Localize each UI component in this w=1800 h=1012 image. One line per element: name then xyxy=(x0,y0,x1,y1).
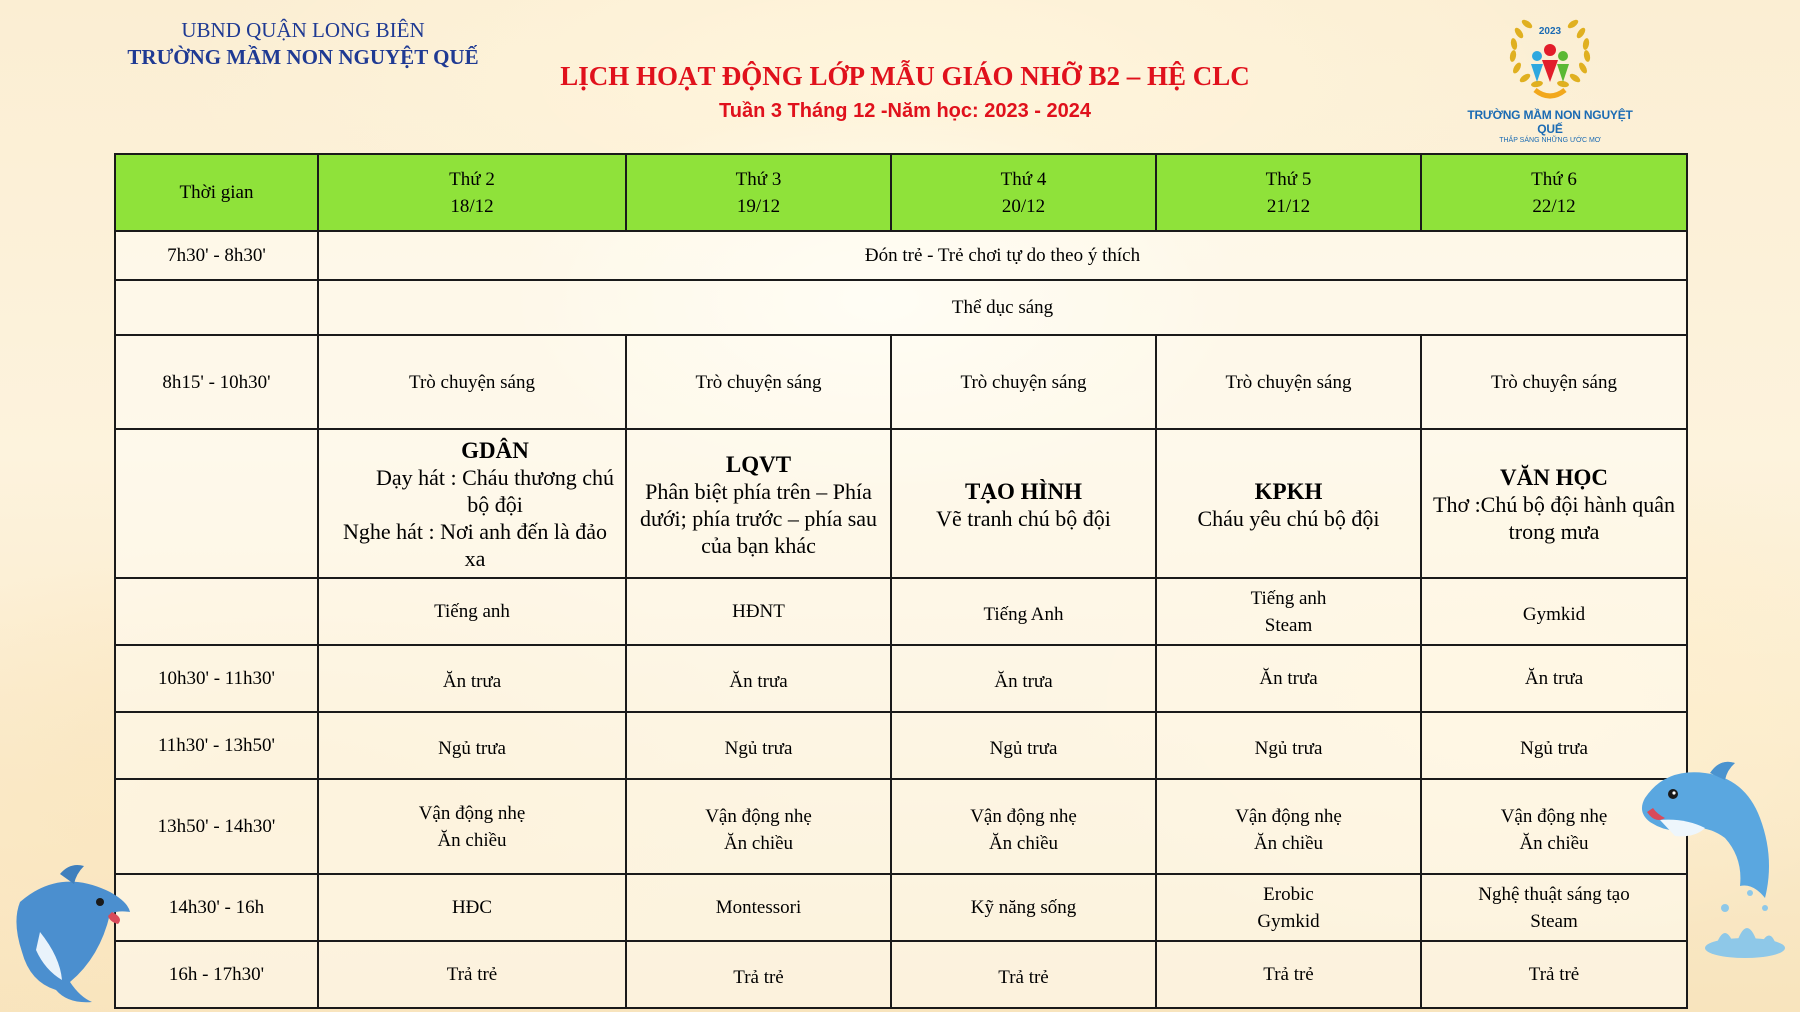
lesson-cell xyxy=(891,429,1156,578)
dolphin-left-icon xyxy=(0,862,140,1007)
activity-cell: Trả trẻ xyxy=(1156,941,1421,1008)
activity-cell: Ngủ trưa xyxy=(318,712,626,779)
activity-cell: Trò chuyện sáng xyxy=(626,335,891,429)
time-cell: 16h - 17h30' xyxy=(115,941,318,1008)
activity-cell: Ngủ trưa xyxy=(626,712,891,779)
time-cell xyxy=(115,429,318,578)
table-header-row xyxy=(115,154,1687,231)
activity-cell xyxy=(318,874,626,941)
activity-cell: Trả trẻ xyxy=(318,941,626,1008)
day-name: Thứ 3 xyxy=(735,168,782,190)
activity-cell xyxy=(318,578,626,645)
activity-line: Tiếng anh xyxy=(1250,587,1327,609)
time-cell: 14h30' - 16h xyxy=(115,874,318,941)
page-subtitle: Tuần 3 Tháng 12 -Năm học: 2023 - 2024 xyxy=(719,100,1091,122)
activity-cell xyxy=(1156,874,1421,941)
day-header xyxy=(891,154,1156,231)
table-row xyxy=(115,941,1687,1008)
activity-line: Montessori xyxy=(715,897,802,918)
day-name: Thứ 6 xyxy=(1531,168,1577,190)
activity-cell: Trả trẻ xyxy=(1421,941,1687,1008)
activity-cell xyxy=(626,578,891,645)
lesson-detail: Vẽ tranh chú bộ đội xyxy=(936,505,1111,531)
table-row xyxy=(115,578,1687,645)
activity-line: Ăn chiều xyxy=(723,832,794,854)
lesson-detail: Thơ :Chú bộ đội hành quân trong mưa xyxy=(1433,492,1675,544)
time-cell: 8h15' - 10h30' xyxy=(115,335,318,429)
activity-cell xyxy=(891,874,1156,941)
time-cell xyxy=(115,578,318,645)
table-row xyxy=(115,280,1687,335)
activity-line: HĐNT xyxy=(732,601,785,622)
time-column-header: Thời gian xyxy=(115,154,318,231)
table-row xyxy=(115,335,1687,429)
schedule-title-block xyxy=(480,58,1330,126)
table-row xyxy=(115,712,1687,779)
table-row xyxy=(115,231,1687,280)
school-name: TRƯỜNG MẦM NON NGUYỆT QUẾ xyxy=(127,45,479,69)
day-date: 19/12 xyxy=(736,195,781,217)
activity-cell xyxy=(1421,578,1687,645)
lesson-subject: LQVT xyxy=(725,451,792,477)
time-cell: 13h50' - 14h30' xyxy=(115,779,318,874)
time-cell: 7h30' - 8h30' xyxy=(115,231,318,280)
activity-cell: Trò chuyện sáng xyxy=(318,335,626,429)
activity-cell: Ăn trưa xyxy=(1421,645,1687,712)
activity-line: Ăn chiều xyxy=(1519,832,1589,854)
activity-cell: Ăn trưa xyxy=(318,645,626,712)
lesson-detail: Nghe hát : Nơi anh đến là đảo xa xyxy=(343,519,607,571)
activity-cell xyxy=(1156,779,1421,874)
lesson-subject: VĂN HỌC xyxy=(1500,465,1608,490)
lesson-detail: Cháu yêu chú bộ đội xyxy=(1197,505,1380,531)
activity-cell xyxy=(626,779,891,874)
day-date: 22/12 xyxy=(1532,195,1576,217)
lesson-cell xyxy=(626,429,891,578)
table-row xyxy=(115,874,1687,941)
activity-cell: Trò chuyện sáng xyxy=(1421,335,1687,429)
lesson-subject: KPKH xyxy=(1254,478,1323,504)
lesson-cell xyxy=(1156,429,1421,578)
activity-cell: Trò chuyện sáng xyxy=(891,335,1156,429)
activity-cell: Đón trẻ - Trẻ chơi tự do theo ý thích xyxy=(318,231,1687,280)
activity-line: Nghệ thuật sáng tạo xyxy=(1478,883,1630,905)
lesson-subject: TẠO HÌNH xyxy=(965,478,1082,504)
activity-line: Ăn chiều xyxy=(1253,832,1324,854)
time-cell xyxy=(115,280,318,335)
day-header xyxy=(626,154,891,231)
district-name: UBND QUẬN LONG BIÊN xyxy=(181,18,425,42)
activity-cell xyxy=(1156,578,1421,645)
activity-line: Vận động nhẹ xyxy=(1500,805,1608,827)
laurel-logo-icon xyxy=(1495,10,1605,110)
activity-cell: Ăn trưa xyxy=(1156,645,1421,712)
activity-line: Tiếng anh xyxy=(434,601,510,622)
day-name: Thứ 4 xyxy=(1000,168,1047,190)
day-header xyxy=(318,154,626,231)
page-title: LỊCH HOẠT ĐỘNG LỚP MẪU GIÁO NHỠ B2 – HỆ CLC xyxy=(560,61,1250,91)
day-name: Thứ 2 xyxy=(449,168,495,190)
time-cell: 10h30' - 11h30' xyxy=(115,645,318,712)
logo-school-name: TRƯỜNG MẦM NON NGUYỆT QUẾ xyxy=(1467,108,1633,136)
activity-cell: Ngủ trưa xyxy=(891,712,1156,779)
logo-year: 2023 xyxy=(1538,26,1562,37)
lesson-cell xyxy=(318,429,626,578)
activity-line: Erobic xyxy=(1263,883,1314,905)
activity-cell: Thể dục sáng xyxy=(318,280,1687,335)
activity-cell xyxy=(891,779,1156,874)
lesson-detail: Dạy hát : Cháu thương chú bộ đội xyxy=(375,465,614,517)
activity-line: Ăn chiều xyxy=(437,829,507,851)
activity-line: Gymkid xyxy=(1257,910,1320,932)
table-row xyxy=(115,779,1687,874)
activity-cell xyxy=(318,779,626,874)
activity-cell: Trả trẻ xyxy=(626,941,891,1008)
dolphin-right-icon xyxy=(1625,758,1800,980)
day-date: 21/12 xyxy=(1266,195,1311,217)
activity-line: Kỹ năng sống xyxy=(970,897,1077,918)
time-cell: 11h30' - 13h50' xyxy=(115,712,318,779)
activity-cell xyxy=(891,578,1156,645)
logo-slogan: THẮP SÁNG NHỮNG ƯỚC MƠ xyxy=(1499,137,1601,144)
day-date: 20/12 xyxy=(1001,195,1046,217)
table-row xyxy=(115,645,1687,712)
day-name: Thứ 5 xyxy=(1265,168,1312,190)
day-date: 18/12 xyxy=(450,195,494,217)
activity-line: Gymkid xyxy=(1522,604,1586,625)
school-logo xyxy=(1455,10,1645,145)
activity-line: Tiếng Anh xyxy=(983,604,1064,625)
lesson-subject: GDÂN xyxy=(461,438,529,463)
activity-cell: Trò chuyện sáng xyxy=(1156,335,1421,429)
activity-cell: Ngủ trưa xyxy=(1421,712,1687,779)
activity-line: Steam xyxy=(1530,910,1578,932)
day-header xyxy=(1421,154,1687,231)
lesson-cell xyxy=(1421,429,1687,578)
activity-line: Steam xyxy=(1264,614,1313,636)
school-header xyxy=(108,17,498,71)
activity-cell: Ăn trưa xyxy=(626,645,891,712)
weekly-schedule-table xyxy=(114,153,1688,1009)
activity-line: Vận động nhẹ xyxy=(705,805,812,827)
activity-line: Ăn chiều xyxy=(988,832,1059,854)
activity-cell: Ăn trưa xyxy=(891,645,1156,712)
activity-cell xyxy=(626,874,891,941)
activity-cell: Trả trẻ xyxy=(891,941,1156,1008)
activity-line: Vận động nhẹ xyxy=(1235,805,1342,827)
lesson-detail: Phân biệt phía trên – Phía dưới; phía trước – phía sau của bạn khác xyxy=(639,478,878,558)
activity-line: Vận động nhẹ xyxy=(418,802,526,824)
table-row xyxy=(115,429,1687,578)
day-header xyxy=(1156,154,1421,231)
activity-line: Vận động nhẹ xyxy=(970,805,1077,827)
activity-cell: Ngủ trưa xyxy=(1156,712,1421,779)
activity-line: HĐC xyxy=(451,897,493,918)
